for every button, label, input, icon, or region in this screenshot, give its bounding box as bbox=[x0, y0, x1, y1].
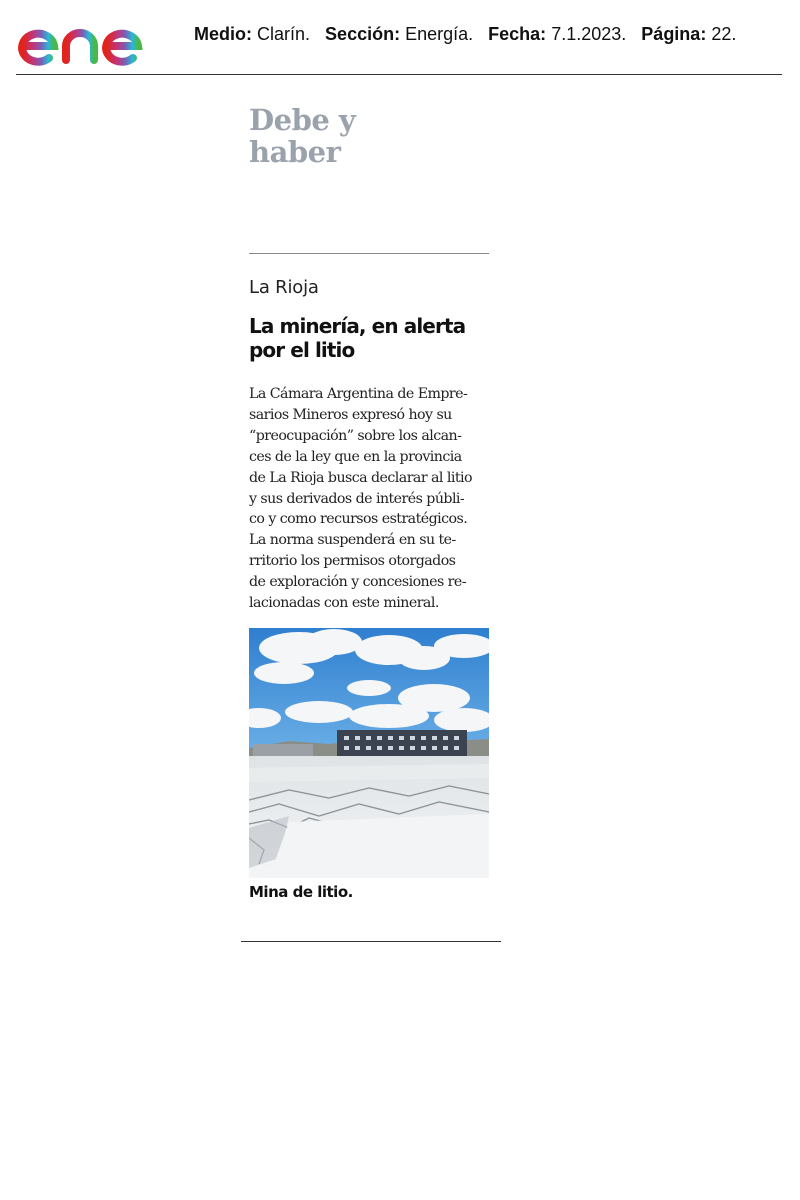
seccion-value: Energía. bbox=[405, 24, 474, 44]
section-title: Debe y haber bbox=[249, 103, 356, 169]
photo-caption: Mina de litio. bbox=[249, 883, 353, 901]
pagina-label: Página: bbox=[641, 24, 707, 44]
metadata-line bbox=[194, 24, 736, 45]
pagina-value: 22. bbox=[711, 24, 737, 44]
medio-label: Medio: bbox=[194, 24, 252, 44]
fecha-label: Fecha: bbox=[488, 24, 547, 44]
article-top-divider bbox=[249, 253, 489, 254]
article-bottom-divider bbox=[241, 941, 501, 942]
article-kicker: La Rioja bbox=[249, 277, 319, 298]
medio-value: Clarín. bbox=[257, 24, 311, 44]
article-photo bbox=[249, 628, 489, 878]
header-divider bbox=[16, 74, 782, 75]
fecha-value: 7.1.2023. bbox=[551, 24, 627, 44]
enel-logo bbox=[16, 14, 170, 68]
article-headline: La minería, en alerta por el litio bbox=[249, 314, 466, 362]
article-body: La Cámara Argentina de Empre- sarios Mineros expresó hoy su “preocupación” sobre los alcan- ces de la ley que en la provincia de La Rioja busca declarar al litio y sus derivados de interés públi- co y como recursos estratégicos. La norma suspenderá en su te- rritorio los permisos otorgados de exploración y concesiones re- lacionadas con este mineral. bbox=[249, 386, 472, 612]
seccion-label: Sección: bbox=[325, 24, 401, 44]
